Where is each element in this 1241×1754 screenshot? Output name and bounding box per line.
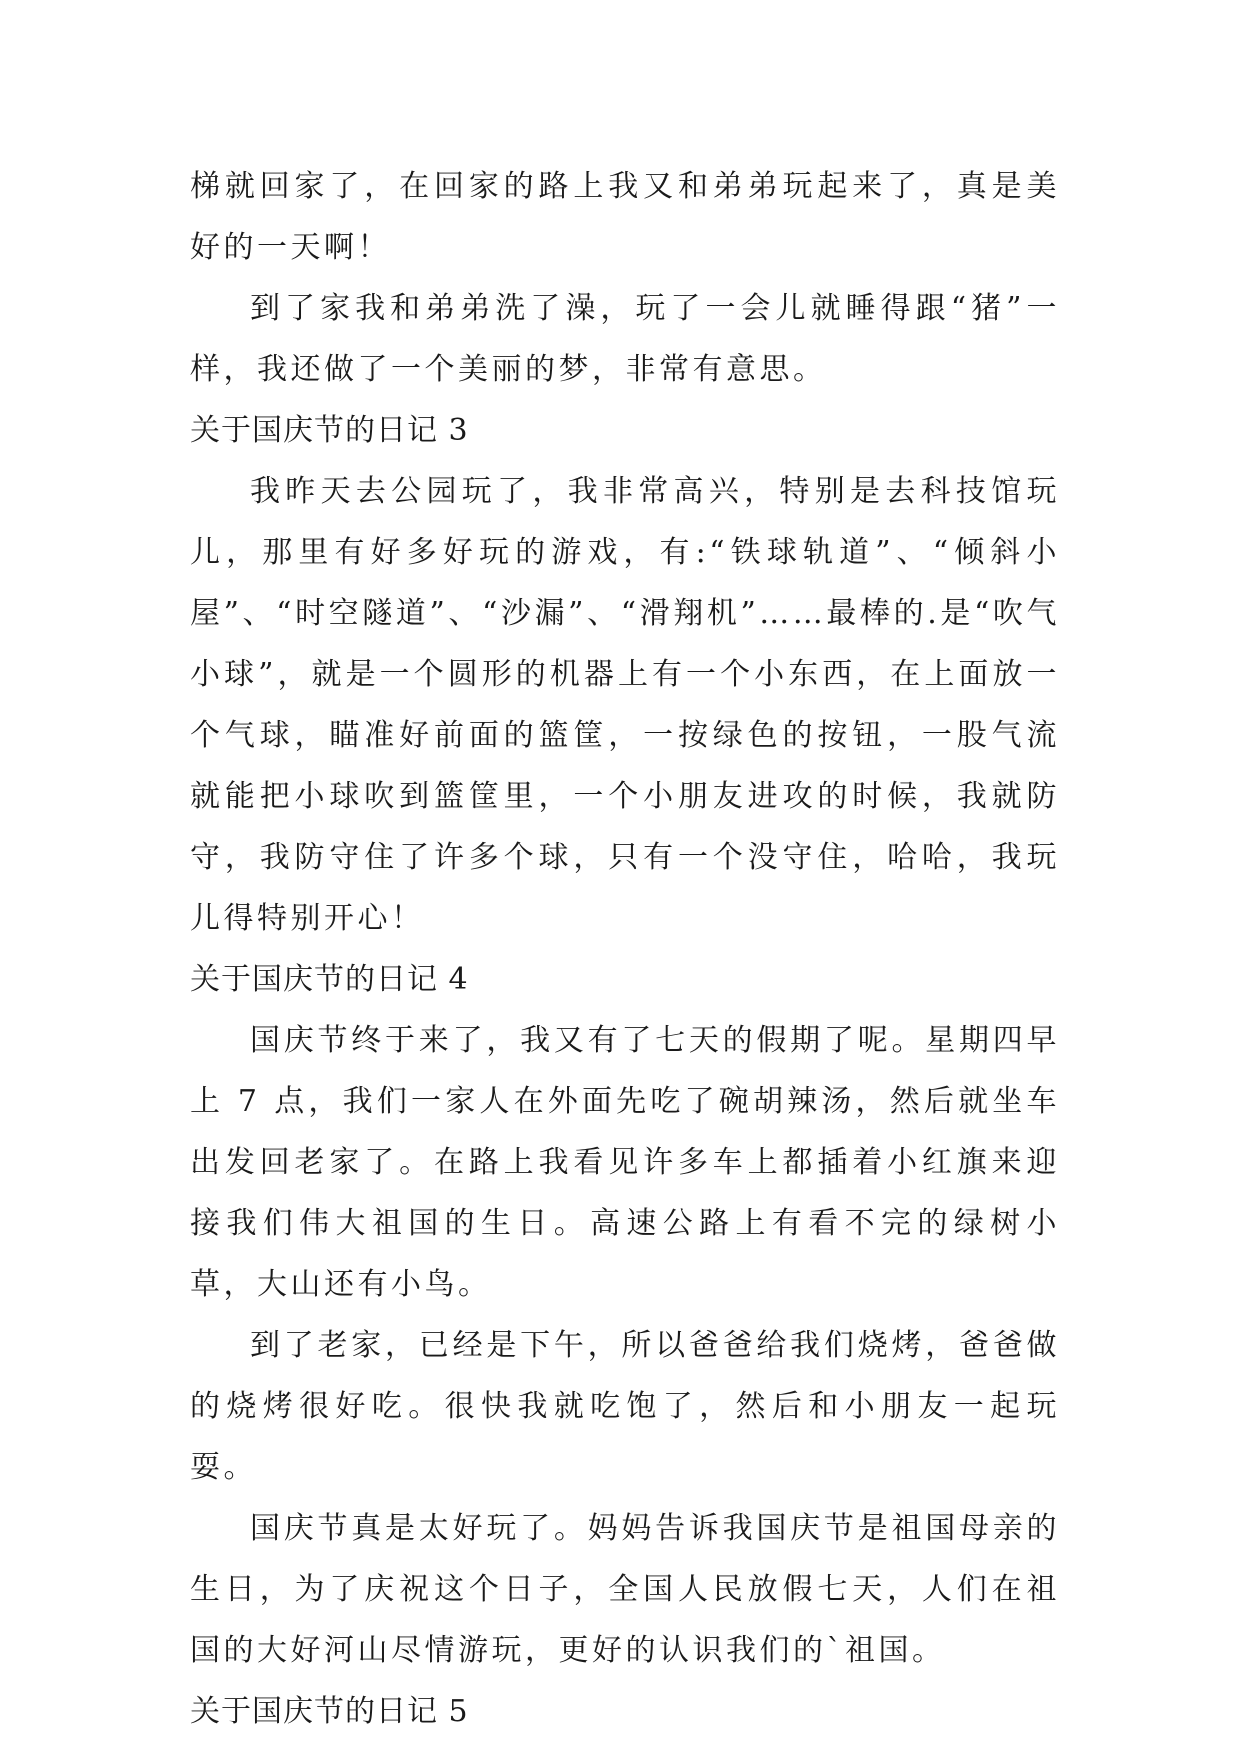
paragraph-national-day: 国庆节真是太好玩了。妈妈告诉我国庆节是祖国母亲的生日，为了庆祝这个日子，全国人民放假七天，人们在祖国的大好河山尽情游玩，更好的认识我们的`祖国。 [190, 1511, 1060, 1668]
paragraph-bath-and-dream: 到了家我和弟弟洗了澡，玩了一会儿就睡得跟“猪”一样，我还做了一个美丽的梦，非常有意思。 [190, 291, 1060, 387]
paragraph-continuation: 梯就回家了，在回家的路上我又和弟弟玩起来了，真是美好的一天啊！ [190, 169, 1060, 265]
paragraph-trip-home: 国庆节终于来了，我又有了七天的假期了呢。星期四早上 7 点，我们一家人在外面先吃了碗胡辣汤，然后就坐车出发回老家了。在路上我看见许多车上都插着小红旗来迎接我们伟大祖国的生日。高速公路上有看不完的绿树小草，大山还有小鸟。 [190, 1023, 1060, 1302]
paragraph-barbecue: 到了老家，已经是下午，所以爸爸给我们烧烤，爸爸做的烧烤很好吃。很快我就吃饱了，然后和小朋友一起玩耍。 [190, 1328, 1060, 1485]
section-heading-diary-4: 关于国庆节的日记 4 [190, 962, 469, 997]
section-heading-diary-5: 关于国庆节的日记 5 [190, 1694, 469, 1729]
section-heading-diary-3: 关于国庆节的日记 3 [190, 413, 469, 448]
paragraph-science-museum: 我昨天去公园玩了，我非常高兴，特别是去科技馆玩儿，那里有好多好玩的游戏，有:“铁球轨道”、“倾斜小屋”、“时空隧道”、“沙漏”、“滑翔机”……最棒的.是“吹气小球”，就是一个圆形的机器上有一个小东西，在上面放一个气球，瞄准好前面的篮筐，一按绿色的按钮，一股气流就能把小球吹到篮筐里，一个小朋友进攻的时候，我就防守，我防守住了许多个球，只有一个没守住，哈哈，我玩儿得特别开心！ [190, 474, 1060, 936]
document-body [190, 156, 1060, 1742]
